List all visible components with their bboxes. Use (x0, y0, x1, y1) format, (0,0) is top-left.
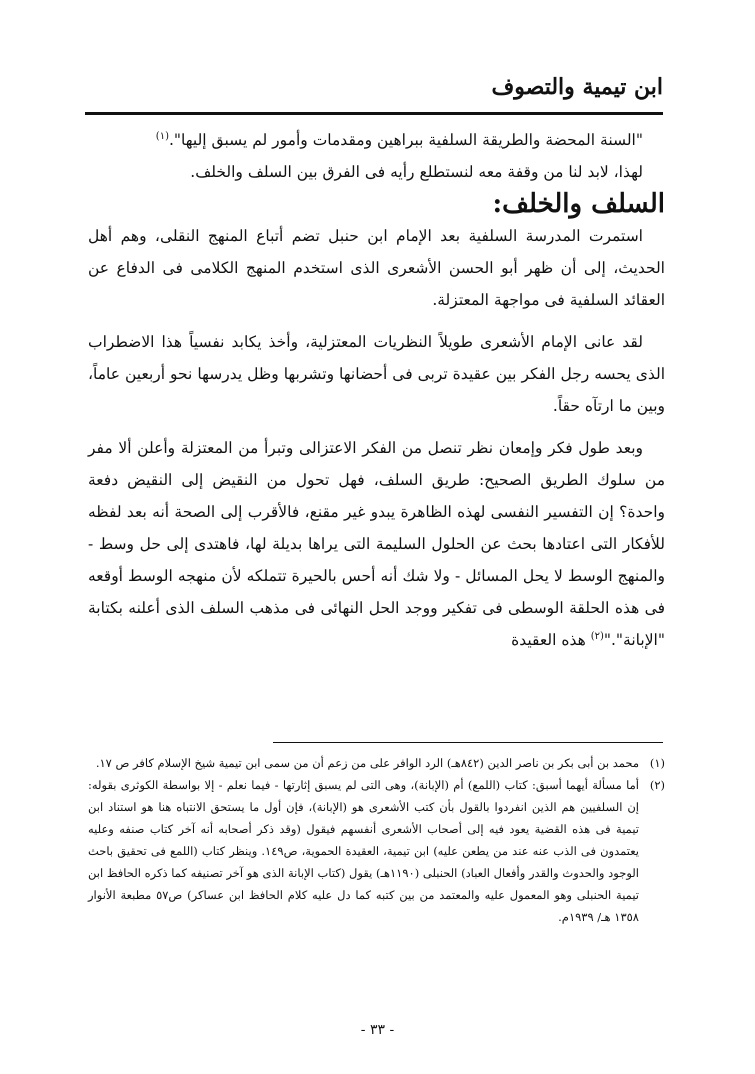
paragraph-1: استمرت المدرسة السلفية بعد الإمام ابن حنبل تضم أتباع المنهج النقلى، وهم أهل الحديث، إلى أن ظهر أبو الحسن الأشعرى الذى استخدم المنهج الكلامى فى الدفاع عن العقائد السلفية فى مواجهة المعتزلة. (88, 227, 665, 309)
paragraph-3-tail: هذه العقيدة (511, 631, 586, 649)
footnote-number: (١) (649, 756, 665, 770)
page-number: - ٣٣ - (360, 1022, 395, 1038)
header-rule (85, 112, 663, 115)
footnote-ref-1: (١) (155, 130, 169, 142)
footnote-number: (٢) (649, 778, 665, 792)
footnote-2 (88, 774, 665, 928)
paragraph-3 (88, 432, 665, 656)
paragraph-intro: لهذا، لابد لنا من وقفة معه لنستطلع رأيه فى الفرق بين السلف والخلف. (190, 163, 643, 181)
footnote-ref-2: (٢) (590, 630, 604, 642)
paragraph-quote (88, 124, 665, 156)
running-head: ابن تيمية والتصوف (491, 74, 663, 100)
section-heading: السلف والخلف: (492, 189, 665, 219)
footnote-rule (273, 742, 663, 743)
paragraph-2: لقد عانى الإمام الأشعرى طويلاً النظريات المعتزلية، وأخذ يكابد نفسياً هذا الاضطراب الذى يحسه رجل الفكر بين عقيدة تربى فى أحضانها وتشربها وظل يدرسها نحو أربعين عاماً، وبين ما ارتآه حقاً. (88, 333, 665, 415)
paragraph-3-text: وبعد طول فكر وإمعان نظر تنصل من الفكر الاعتزالى وتبرأ من المعتزلة وأعلن ألا مفر من سلوك الطريق الصحيح: طريق السلف، فهل تحول من النقيض إلى النقيض دفعة واحدة؟ إن التفسير النفسى لهذه الظاهرة يبدو غير مقنع، فالأقرب إلى الصحة أنه بعد لفظه للأفكار التى اعتادها بحث عن الحلول السليمة التى يراها بديلة لها، فاهتدى إلى حل وسط - والمنهج الوسط لا يحل المسائل - ولا شك أنه أحس بالحيرة تتملكه لأن منهجه الوسط أوقعه فى هذه الحلقة الوسطى فى تفكير ووجد الحل النهائى فى مذهب السلف الذى أعلنه بكتابة "الإبانة"." (88, 439, 665, 649)
footnotes (88, 752, 665, 928)
body-text (88, 124, 665, 656)
footnote-text: أما مسألة أيهما أسبق: كتاب (اللمع) أم (الإبانة)، وهى التى لم يسبق إثارتها - فيما نعلم - إلا بواسطة الكوثرى بقوله: إن السلفيين هم الذين انفردوا بالقول بأن كتب الأشعرى هو (الإبانة)، فإن أول ما يستحق الانتباه هنا هو استناد ابن تيمية فى هذه القضية يعود فيه إلى أصحاب الأشعرى أنفسهم فيقول (وقد ذكر أصحابه أنه آخر كتاب صنفه وعليه يعتمدون فى الذب عنه عند من يطعن عليه) ابن تيمية، العقيدة الحموية، ص١٤٩. وينظر كتاب (اللمع فى تحقيق باحث الوجود والحدوث والقدر وأفعال العباد) الحنبلى (١١٩٠هـ) يقول (كتاب الإبانة الذى هو آخر تصنيفه كما ذكره الحافظ ابن تيمية الحنبلى وهو المعمول عليه والمعتمد من بين كتبه كما دل عليه كلام الحافظ ابن عساكر) ص٥٧ مطبعة الأنوار ١٣٥٨ هـ/ ١٩٣٩م. (88, 778, 640, 924)
quote-text: "السنة المحضة والطريقة السلفية ببراهين ومقدمات وأمور لم يسبق إليها". (168, 131, 643, 149)
footnote-text: محمد بن أبى بكر بن ناصر الدين (٨٤٢هـ) الرد الوافر على من زعم أن من سمى ابن تيمية شيخ الإسلام كافر ص ١٧. (95, 756, 639, 770)
footnote-1 (88, 752, 665, 774)
